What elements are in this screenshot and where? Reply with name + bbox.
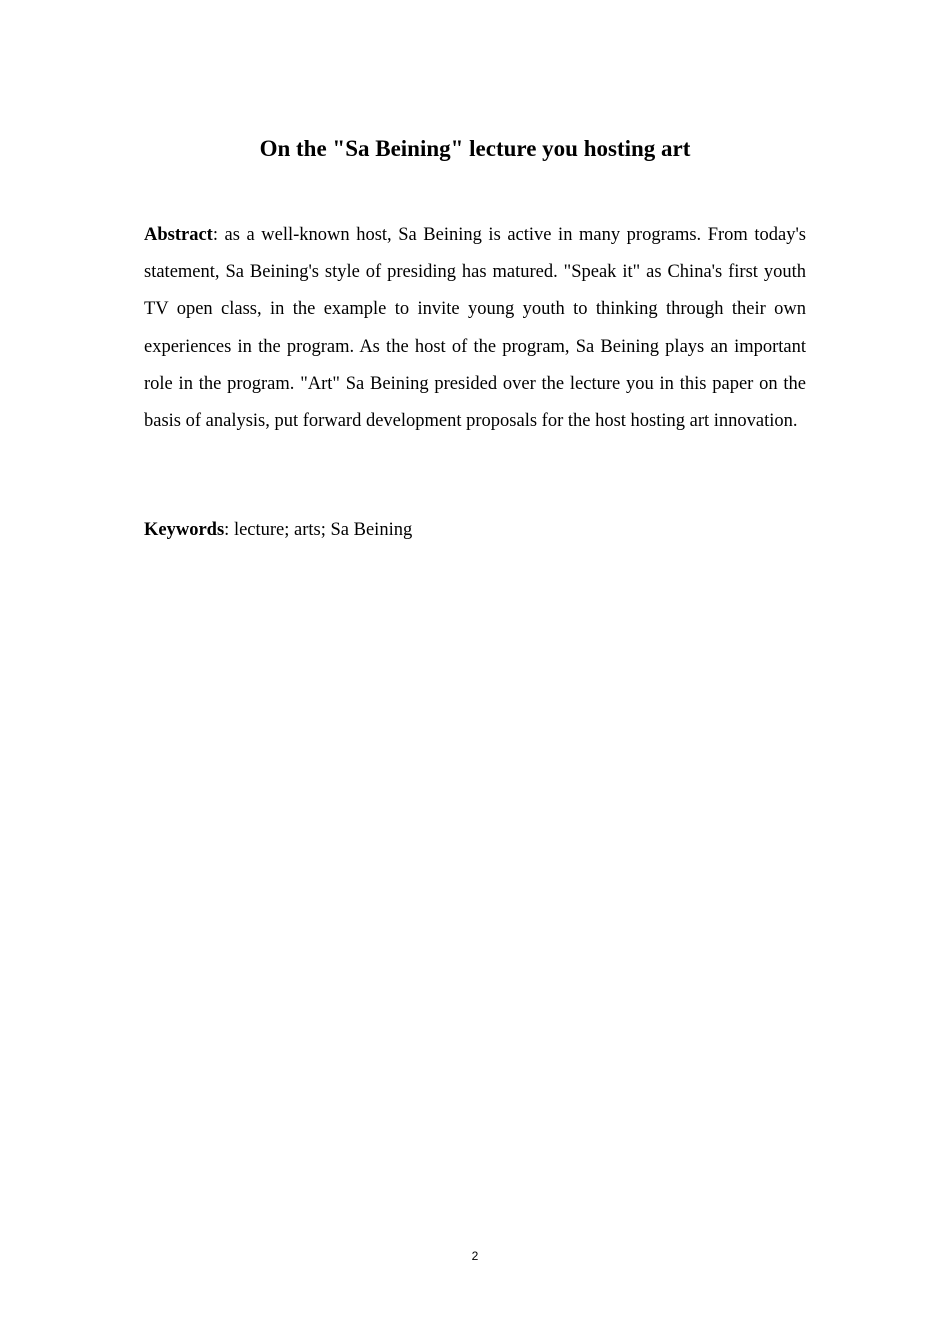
page-number: 2 <box>471 1249 479 1263</box>
document-title: On the "Sa Beining" lecture you hosting art <box>259 136 691 161</box>
abstract-separator: : <box>212 225 225 245</box>
keywords-text: lecture; arts; Sa Beining <box>233 520 413 540</box>
keywords-separator: : <box>224 520 234 540</box>
abstract-text: as a well-known host, Sa Beining is active in many programs. From today's statement, Sa Beining's style of presiding has matured. "Speak it" as China's first youth TV open class, in the example to invite young youth to thinking through their own experiences in the program. As the host of the program, Sa Beining plays an important role in the program. "Art" Sa Beining presided over the lecture you in this paper on the basis of analysis, put forward development proposals for the host hosting art innovation. <box>144 225 806 432</box>
abstract-paragraph <box>144 217 806 440</box>
abstract-label: Abstract <box>144 225 213 245</box>
keywords-label: Keywords <box>144 520 225 540</box>
keywords-paragraph <box>144 512 806 549</box>
